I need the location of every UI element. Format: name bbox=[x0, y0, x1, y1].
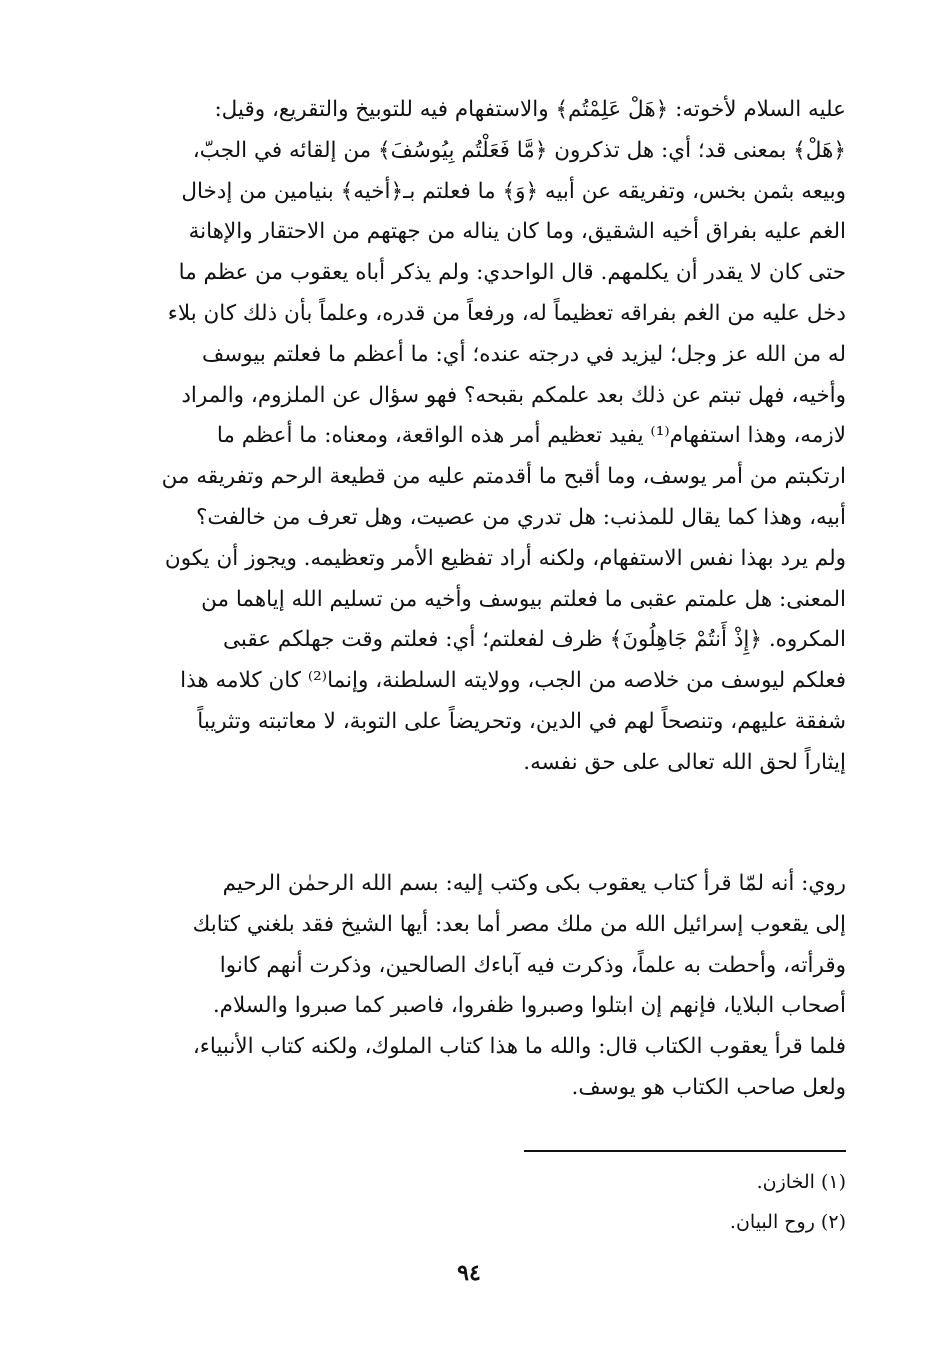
text-line: فعلكم ليوسف من خلاصه من الجب، وولايته السلطنة، وإنما⁽²⁾ كان كلامه هذا bbox=[180, 668, 846, 694]
text-line: إيثاراً لحق الله تعالى على حق نفسه. bbox=[523, 749, 846, 775]
footnotes bbox=[406, 1162, 846, 1242]
text-line: دخل عليه من الغم بفراقه تعظيماً له، ورفعاً من قدره، وعلماً بأن ذلك كان بلاء bbox=[167, 300, 846, 326]
footnote-2: (٢) روح البيان. bbox=[729, 1211, 846, 1233]
text-line: شفقة عليهم، وتنصحاً لهم في الدين، وتحريضاً على التوبة، لا معاتبته وتثريباً bbox=[197, 708, 846, 734]
text-line: له من الله عز وجل؛ ليزيد في درجته عنده؛ أي: ما أعظم ما فعلتم بيوسف bbox=[202, 341, 846, 367]
text-line: ولم يرد بهذا نفس الاستفهام، ولكنه أراد تفظيع الأمر وتعظيمه. ويجوز أن يكون bbox=[164, 545, 846, 571]
text-line: فلما قرأ يعقوب الكتاب قال: والله ما هذا كتاب الملوك، ولكنه كتاب الأنبياء، bbox=[192, 1034, 846, 1060]
text-line: وأخيه، فهل تبتم عن ذلك بعد علمكم بقبحه؟ فهو سؤال عن الملزوم، والمراد bbox=[181, 382, 846, 408]
letter-paragraph bbox=[80, 864, 846, 1109]
text-line: عليه السلام لأخوته: ﴿هَلْ عَلِمْتُم﴾ والاستفهام فيه للتوبيخ والتقريع، وقيل: bbox=[214, 97, 846, 122]
text-line: إلى يقعوب إسرائيل الله من ملك مصر أما بعد: أيها الشيخ فقد بلغني كتابك bbox=[192, 911, 846, 937]
text-line: حتى كان لا يقدر أن يكلمهم. قال الواحدي: ولم يذكر أباه يعقوب من عظم ما bbox=[178, 260, 846, 286]
footnote-divider bbox=[524, 1150, 846, 1152]
text-line: أبيه، وهذا كما يقال للمذنب: هل تدري من عصيت، وهل تعرف من خالفت؟ bbox=[195, 504, 846, 530]
text-line: المعنى: هل علمتم عقبى ما فعلتم بيوسف وأخيه من تسليم الله إياهما من bbox=[201, 586, 846, 612]
text-line: الغم عليه بفراق أخيه الشقيق، وما كان يناله من جهتهم من الاحتقار والإهانة bbox=[188, 219, 846, 245]
text-line: لازمه، وهذا استفهام⁽¹⁾ يفيد تعظيم أمر هذه الواقعة، ومعناه: ما أعظم ما bbox=[216, 423, 846, 449]
text-line: روي: أنه لمّا قرأ كتاب يعقوب بكى وكتب إليه: بسم الله الرحمٰن الرحيم bbox=[222, 871, 846, 896]
footnote-1: (١) الخازن. bbox=[756, 1171, 846, 1193]
text-line: ولعل صاحب الكتاب هو يوسف. bbox=[571, 1074, 846, 1100]
text-line: وقرأته، وأحطت به علماً، وذكرت فيه آباءك الصالحين، وذكرت أنهم كانوا bbox=[219, 952, 846, 978]
page-number: ٩٤ bbox=[457, 1260, 481, 1286]
main-paragraph bbox=[80, 90, 846, 784]
text-line: أصحاب البلايا، فإنهم إن ابتلوا وصبروا ظفروا، فاصبر كما صبروا والسلام. bbox=[212, 993, 846, 1019]
text-line: ﴿هَلْ﴾ بمعنى قد؛ أي: هل تذكرون ﴿مَّا فَعَلْتُم بِيُوسُفَ﴾ من إلقائه في الجبّ، bbox=[192, 137, 846, 163]
text-line: وبيعه بثمن بخس، وتفريقه عن أبيه ﴿وَ﴾ ما فعلتم بـ﴿أخيه﴾ بنيامين من إدخال bbox=[181, 178, 846, 204]
text-line: ارتكبتم من أمر يوسف، وما أقبح ما أقدمتم عليه من قطيعة الرحم وتفريقه من bbox=[161, 464, 846, 490]
text-line: المكروه. ﴿إِذْ أَنتُمْ جَاهِلُونَ﴾ ظرف لفعلتم؛ أي: فعلتم وقت جهلكم عقبى bbox=[222, 627, 846, 653]
